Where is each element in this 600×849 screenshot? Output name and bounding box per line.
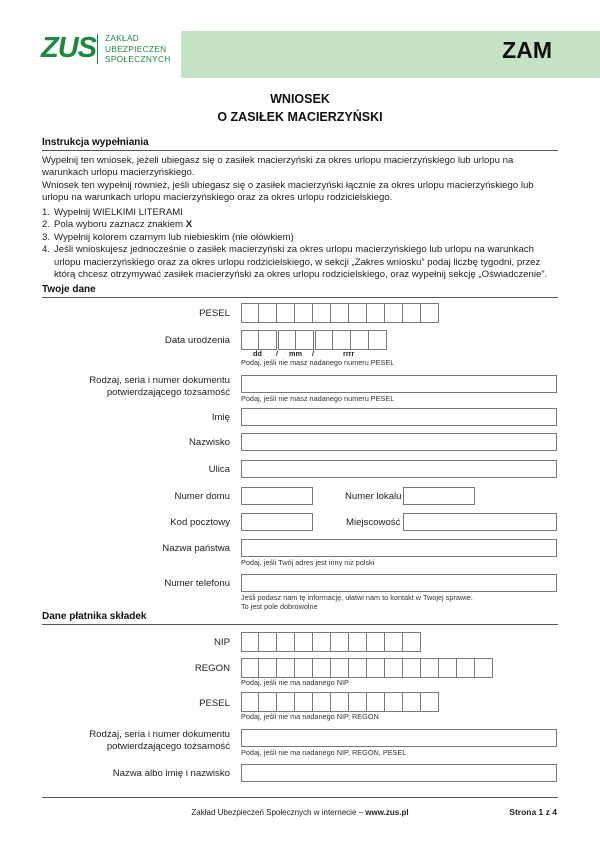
payer-id-document-label: Rodzaj, seria i numer dokumentu potwierdzającego tożsamość bbox=[89, 729, 230, 753]
instruction-item: 4. Jeśli wnioskujesz jednocześnie o zasiłek macierzyński za okres urlopu macierzyńskiego lub urlopu na warunkach urlopu macierzyńskiego oraz za okres urlopu rodzicielskiego, w sekcji „Zakres wniosku” podaj liczbę tygodni, przez którą chcesz otrzymywać zasiłek macierzyński za okres urlopu rodzicielskiego, oraz wypełnij sekcję „Oświadczenie”. bbox=[42, 244, 548, 281]
country-hint: Podaj, jeśli Twój adres jest inny niż polski bbox=[241, 558, 375, 567]
regon-hint: Podaj, jeśli nie ma nadanego NIP bbox=[241, 678, 349, 687]
footer-link[interactable]: www.zus.pl bbox=[365, 808, 409, 817]
flat-number-input[interactable] bbox=[403, 487, 475, 505]
date-separator: / bbox=[312, 349, 315, 358]
regon-input[interactable] bbox=[241, 658, 493, 678]
date-format-dd: dd bbox=[253, 349, 262, 358]
instructions-list bbox=[42, 207, 560, 281]
birth-date-input[interactable] bbox=[241, 330, 387, 350]
birth-date-hint: Podaj, jeśli nie masz nadanego numeru PESEL bbox=[241, 358, 395, 367]
postal-code-input[interactable] bbox=[241, 513, 313, 531]
section-divider bbox=[42, 624, 558, 625]
form-title-line1: WNIOSEK bbox=[270, 92, 330, 106]
footer-text: Zakład Ubezpieczeń Społecznych w internecie – www.zus.pl bbox=[191, 808, 409, 817]
nip-label: NIP bbox=[214, 637, 230, 648]
instructions-para-1: Wypełnij ten wniosek, jeżeli ubiegasz się o zasiłek macierzyński za okres urlopu macierzyńskiego lub urlopu na warunkach urlopu macierzyńskiego. bbox=[42, 155, 514, 179]
pesel-label: PESEL bbox=[199, 308, 230, 319]
birth-date-label: Data urodzenia bbox=[164, 335, 230, 346]
your-data-heading: Twoje dane bbox=[42, 284, 96, 295]
page-number: Strona 1 z 4 bbox=[509, 807, 557, 817]
payer-pesel-label: PESEL bbox=[199, 698, 230, 709]
last-name-input[interactable] bbox=[241, 433, 557, 451]
country-label: Nazwa państwa bbox=[162, 543, 230, 554]
first-name-input[interactable] bbox=[241, 408, 557, 426]
house-number-input[interactable] bbox=[241, 487, 313, 505]
city-label: Miejscowość bbox=[346, 517, 401, 528]
date-format-mm: mm bbox=[289, 349, 302, 358]
house-number-label: Numer domu bbox=[174, 491, 230, 502]
date-format-rrrr: rrrr bbox=[343, 349, 355, 358]
phone-hint: Jeśli podasz nam tę informację, ułatwi nam to kontakt w Twojej sprawie. To jest pole dobrowolne bbox=[241, 593, 473, 611]
street-input[interactable] bbox=[241, 460, 557, 478]
section-divider bbox=[42, 150, 558, 151]
pesel-input[interactable] bbox=[241, 303, 439, 323]
payer-name-label: Nazwa albo imię i nazwisko bbox=[112, 768, 230, 779]
footer-divider bbox=[42, 797, 558, 798]
id-document-hint: Podaj, jeśli nie masz nadanego numeru PESEL bbox=[241, 394, 395, 403]
instructions-heading: Instrukcja wypełniania bbox=[42, 137, 149, 148]
payer-pesel-input[interactable] bbox=[241, 692, 439, 712]
payer-name-input[interactable] bbox=[241, 764, 557, 782]
nip-input[interactable] bbox=[241, 632, 421, 652]
form-title-line2: O ZASIŁEK MACIERZYŃSKI bbox=[217, 110, 383, 124]
zus-logo bbox=[41, 33, 171, 67]
payer-pesel-hint: Podaj, jeśli nie ma nadanego NIP, REGON bbox=[241, 712, 379, 721]
logo-mark: ZUS bbox=[41, 32, 96, 64]
first-name-label: Imię bbox=[211, 412, 230, 423]
id-document-input[interactable] bbox=[241, 375, 557, 393]
form-code: ZAM bbox=[502, 37, 552, 63]
last-name-label: Nazwisko bbox=[188, 437, 230, 448]
date-separator: / bbox=[276, 349, 279, 358]
phone-label: Numer telefonu bbox=[164, 578, 230, 589]
instruction-item: 3. Wypełnij kolorem czarnym lub niebieskim (nie ołówkiem) bbox=[42, 231, 294, 243]
payer-id-document-hint: Podaj, jeśli nie ma nadanego NIP, REGON, PESEL bbox=[241, 748, 407, 757]
flat-number-label: Numer lokalu bbox=[345, 491, 402, 502]
payer-heading: Dane płatnika składek bbox=[42, 611, 147, 622]
city-input[interactable] bbox=[403, 513, 557, 531]
instructions-para-2: Wniosek ten wypełnij również, jeśli ubiegasz się o zasiłek macierzyński łącznie za okres urlopu macierzyńskiego lub urlopu na warunkach urlopu macierzyńskiego oraz za okres urlopu rodzicielskiego. bbox=[42, 180, 534, 204]
id-document-label: Rodzaj, seria i numer dokumentu potwierdzającego tożsamość bbox=[89, 375, 230, 399]
payer-id-document-input[interactable] bbox=[241, 729, 557, 747]
instruction-item: 1. Wypełnij WIELKIMI LITERAMI bbox=[42, 207, 183, 218]
logo-separator bbox=[97, 34, 98, 64]
postal-code-label: Kod pocztowy bbox=[170, 517, 230, 528]
phone-input[interactable] bbox=[241, 574, 557, 592]
section-divider bbox=[42, 297, 558, 298]
instruction-item: 2. Pola wyboru zaznacz znakiem X bbox=[42, 219, 193, 231]
country-input[interactable] bbox=[241, 539, 557, 557]
logo-text: ZAKŁAD UBEZPIECZEŃ SPOŁECZNYCH bbox=[105, 33, 171, 64]
street-label: Ulica bbox=[208, 464, 230, 475]
regon-label: REGON bbox=[194, 663, 230, 674]
